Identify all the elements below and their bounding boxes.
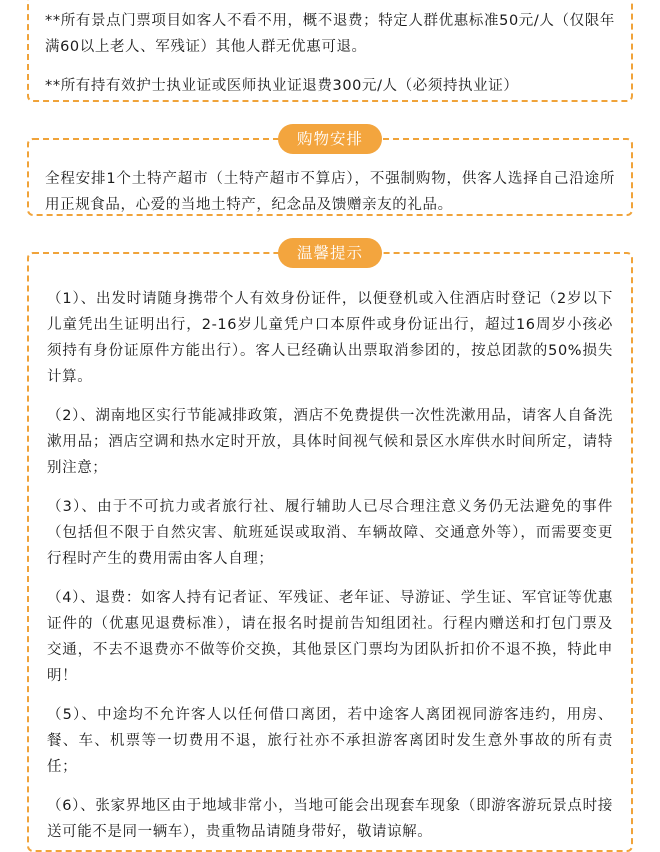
shopping-section-title: 购物安排 bbox=[278, 124, 382, 154]
tip-item-1: （1）、出发时请随身携带个人有效身份证件，以便登机或入住酒店时登记（2岁以下儿童凭出生证明出行，2-16岁儿童凭户口本原件或身份证出行，超过16周岁小孩必须持有身份证原件方能出行）。客人已经确认出票取消参团的，按总团款的50%损失计算。 bbox=[47, 291, 613, 385]
tip-item-2: （2）、湖南地区实行节能减排政策，酒店不免费提供一次性洗漱用品，请客人自备洗漱用品；酒店空调和热水定时开放，具体时间视气候和景区水库供水时间所定，请特别注意； bbox=[47, 408, 613, 476]
shopping-text: 全程安排1个土特产超市（土特产超市不算店），不强制购物，供客人选择自己沿途所用正规食品，心爱的当地土特产，纪念品及馈赠亲友的礼品。 bbox=[45, 171, 615, 213]
fee-notes-section bbox=[27, 0, 633, 102]
tips-section bbox=[27, 252, 633, 852]
tip-item-5: （5）、中途均不允许客人以任何借口离团，若中途客人离团视同游客违约，用房、餐、车、机票等一切费用不退，旅行社亦不承担游客离团时发生意外事故的所有责任； bbox=[47, 707, 613, 775]
tip-item-3: （3）、由于不可抗力或者旅行社、履行辅助人已尽合理注意义务仍无法避免的事件（包括但不限于自然灾害、航班延误或取消、车辆故障、交通意外等），而需要变更行程时产生的费用需由客人自理； bbox=[47, 499, 613, 567]
fee-note-2: **所有持有效护士执业证或医师执业证退费300元/人（必须持执业证） bbox=[45, 78, 519, 94]
tip-item-4: （4）、退费：如客人持有记者证、军残证、老年证、导游证、学生证、军官证等优惠证件的（优惠见退费标准），请在报名时提前告知组团社。行程内赠送和打包门票及交通，不去不退费亦不做等价交换，其他景区门票均为团队折扣价不退不换，特此申明！ bbox=[47, 590, 613, 684]
tip-item-6: （6）、张家界地区由于地域非常小，当地可能会出现套车现象（即游客游玩景点时接送可能不是同一辆车），贵重物品请随身带好，敬请谅解。 bbox=[47, 798, 613, 840]
fee-note-1: **所有景点门票项目如客人不看不用，概不退费；特定人群优惠标准50元/人（仅限年满60以上老人、军残证）其他人群无优惠可退。 bbox=[45, 13, 615, 55]
tips-section-title: 温馨提示 bbox=[278, 238, 382, 268]
